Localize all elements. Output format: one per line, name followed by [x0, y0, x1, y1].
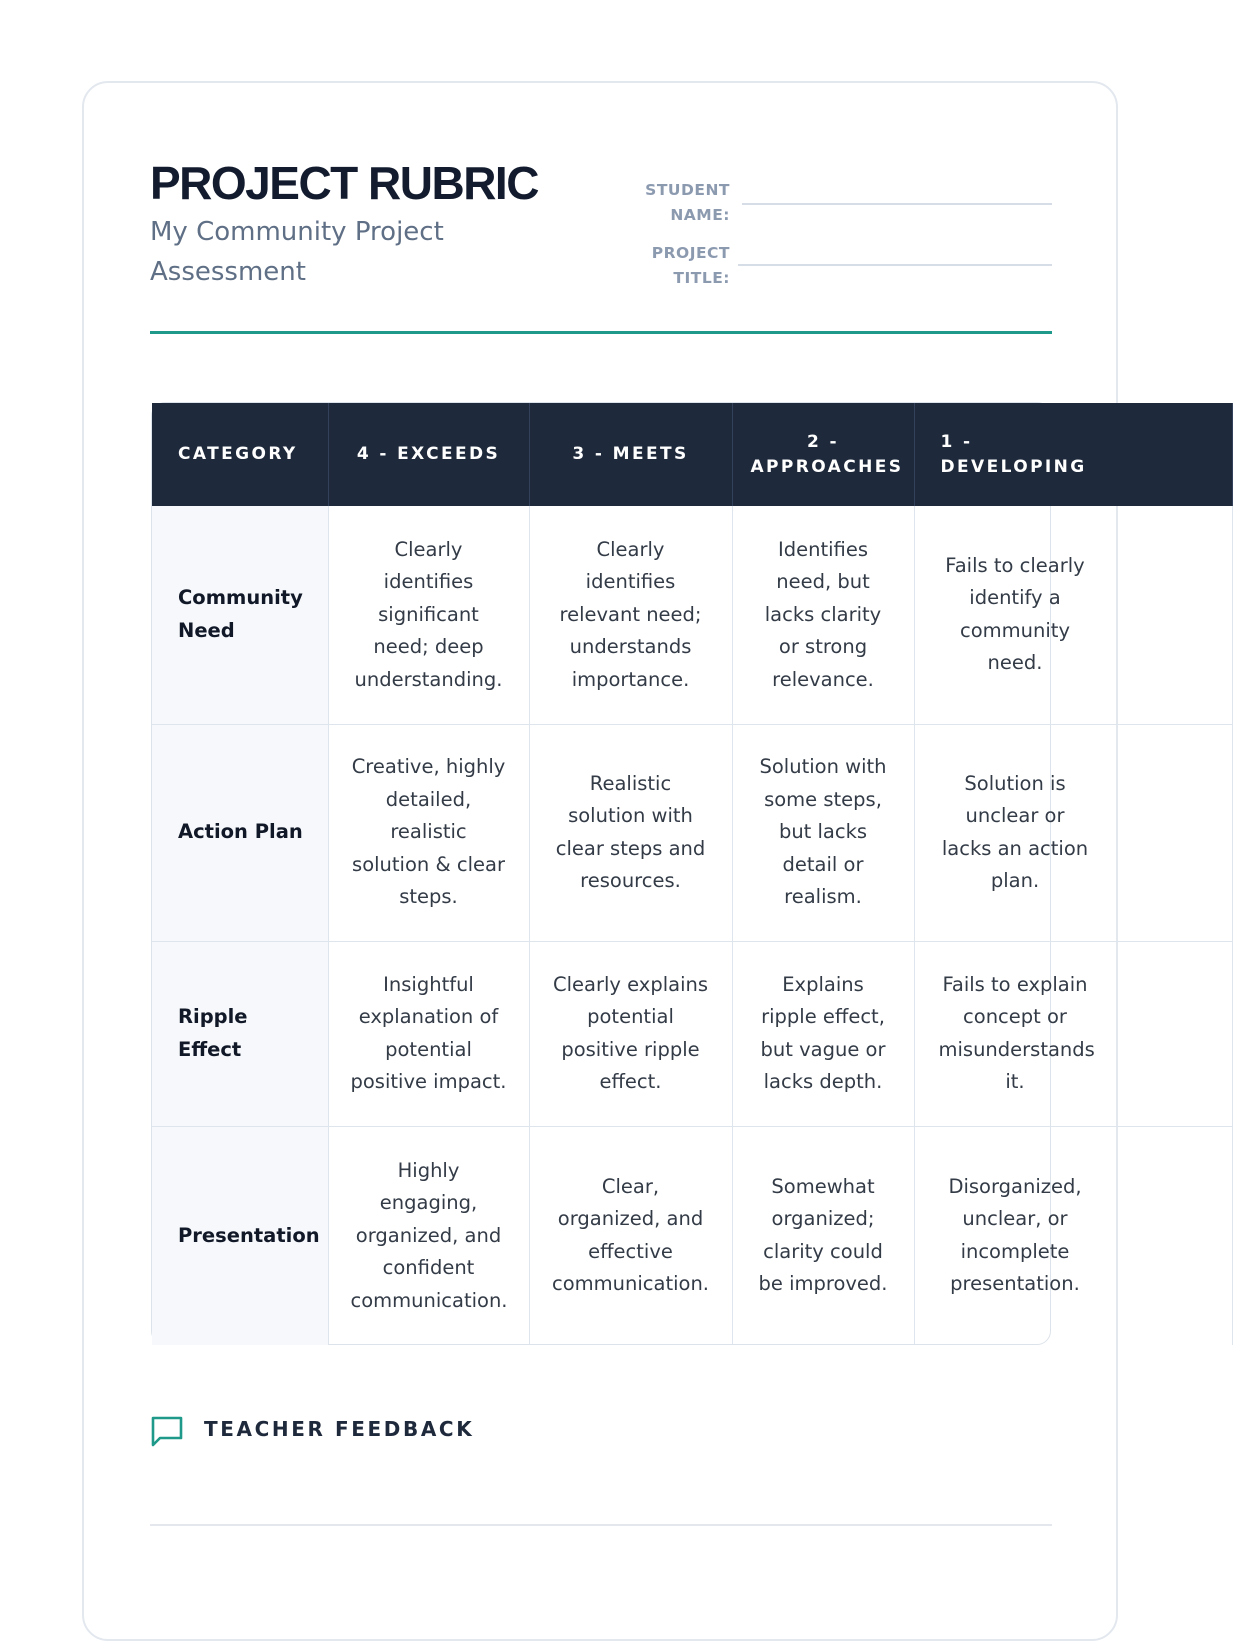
column-header-developing: 1 - DEVELOPING — [914, 403, 1232, 506]
criteria-cell: Fails to explain concept or misunderstands it. — [914, 941, 1232, 1126]
header-divider — [150, 331, 1052, 334]
criteria-cell: Realistic solution with clear steps and resources. — [529, 724, 732, 941]
criteria-cell: Solution is unclear or lacks an action plan. — [914, 724, 1232, 941]
rubric-header — [150, 150, 1052, 335]
category-cell: Community Need — [152, 506, 328, 724]
project-title-label: PROJECT TITLE: — [651, 244, 730, 287]
rubric-table — [152, 403, 1233, 1345]
table-header-row — [152, 403, 1232, 506]
criteria-cell: Disorganized, unclear, or incomplete presentation. — [914, 1126, 1232, 1345]
criteria-cell: Highly engaging, organized, and confident communication. — [328, 1126, 529, 1345]
rubric-table-container[interactable] — [151, 402, 1095, 1345]
project-title-field[interactable] — [620, 239, 1052, 295]
criteria-cell: Creative, highly detailed, realistic solution & clear steps. — [328, 724, 529, 941]
category-cell: Ripple Effect — [152, 941, 328, 1126]
criteria-cell: Insightful explanation of potential positive impact. — [328, 941, 529, 1126]
category-cell: Action Plan — [152, 724, 328, 941]
project-title-input[interactable] — [738, 264, 1052, 266]
column-header-exceeds: 4 - EXCEEDS — [328, 403, 529, 506]
student-name-label: STUDENT NAME: — [645, 181, 730, 224]
table-row — [152, 941, 1232, 1126]
student-name-input[interactable] — [742, 203, 1052, 205]
column-header-category: CATEGORY — [152, 403, 328, 506]
chat-bubble-icon — [150, 1414, 184, 1448]
criteria-cell: Fails to clearly identify a community need. — [914, 506, 1232, 724]
criteria-cell: Clearly explains potential positive ripple effect. — [529, 941, 732, 1126]
criteria-cell: Identifies need, but lacks clarity or strong relevance. — [732, 506, 914, 724]
teacher-feedback-label: TEACHER FEEDBACK — [204, 1417, 475, 1441]
table-row — [152, 724, 1232, 941]
column-header-meets: 3 - MEETS — [529, 403, 732, 506]
student-name-field[interactable] — [620, 176, 1052, 232]
criteria-cell: Clear, organized, and effective communication. — [529, 1126, 732, 1345]
teacher-feedback-section — [150, 1412, 750, 1452]
page-title: PROJECT RUBRIC — [150, 157, 538, 209]
teacher-feedback-input[interactable] — [150, 1524, 1052, 1526]
criteria-cell: Somewhat organized; clarity could be improved. — [732, 1126, 914, 1345]
table-row — [152, 1126, 1232, 1345]
page-subtitle: My Community Project Assessment — [150, 217, 444, 287]
student-info-fields — [620, 176, 1052, 302]
table-row — [152, 506, 1232, 724]
category-cell: Presentation — [152, 1126, 328, 1345]
criteria-cell: Solution with some steps, but lacks detail or realism. — [732, 724, 914, 941]
column-header-approaches: 2 - APPROACHES — [732, 403, 914, 506]
criteria-cell: Explains ripple effect, but vague or lacks depth. — [732, 941, 914, 1126]
criteria-cell: Clearly identifies relevant need; understands importance. — [529, 506, 732, 724]
criteria-cell: Clearly identifies significant need; deep understanding. — [328, 506, 529, 724]
